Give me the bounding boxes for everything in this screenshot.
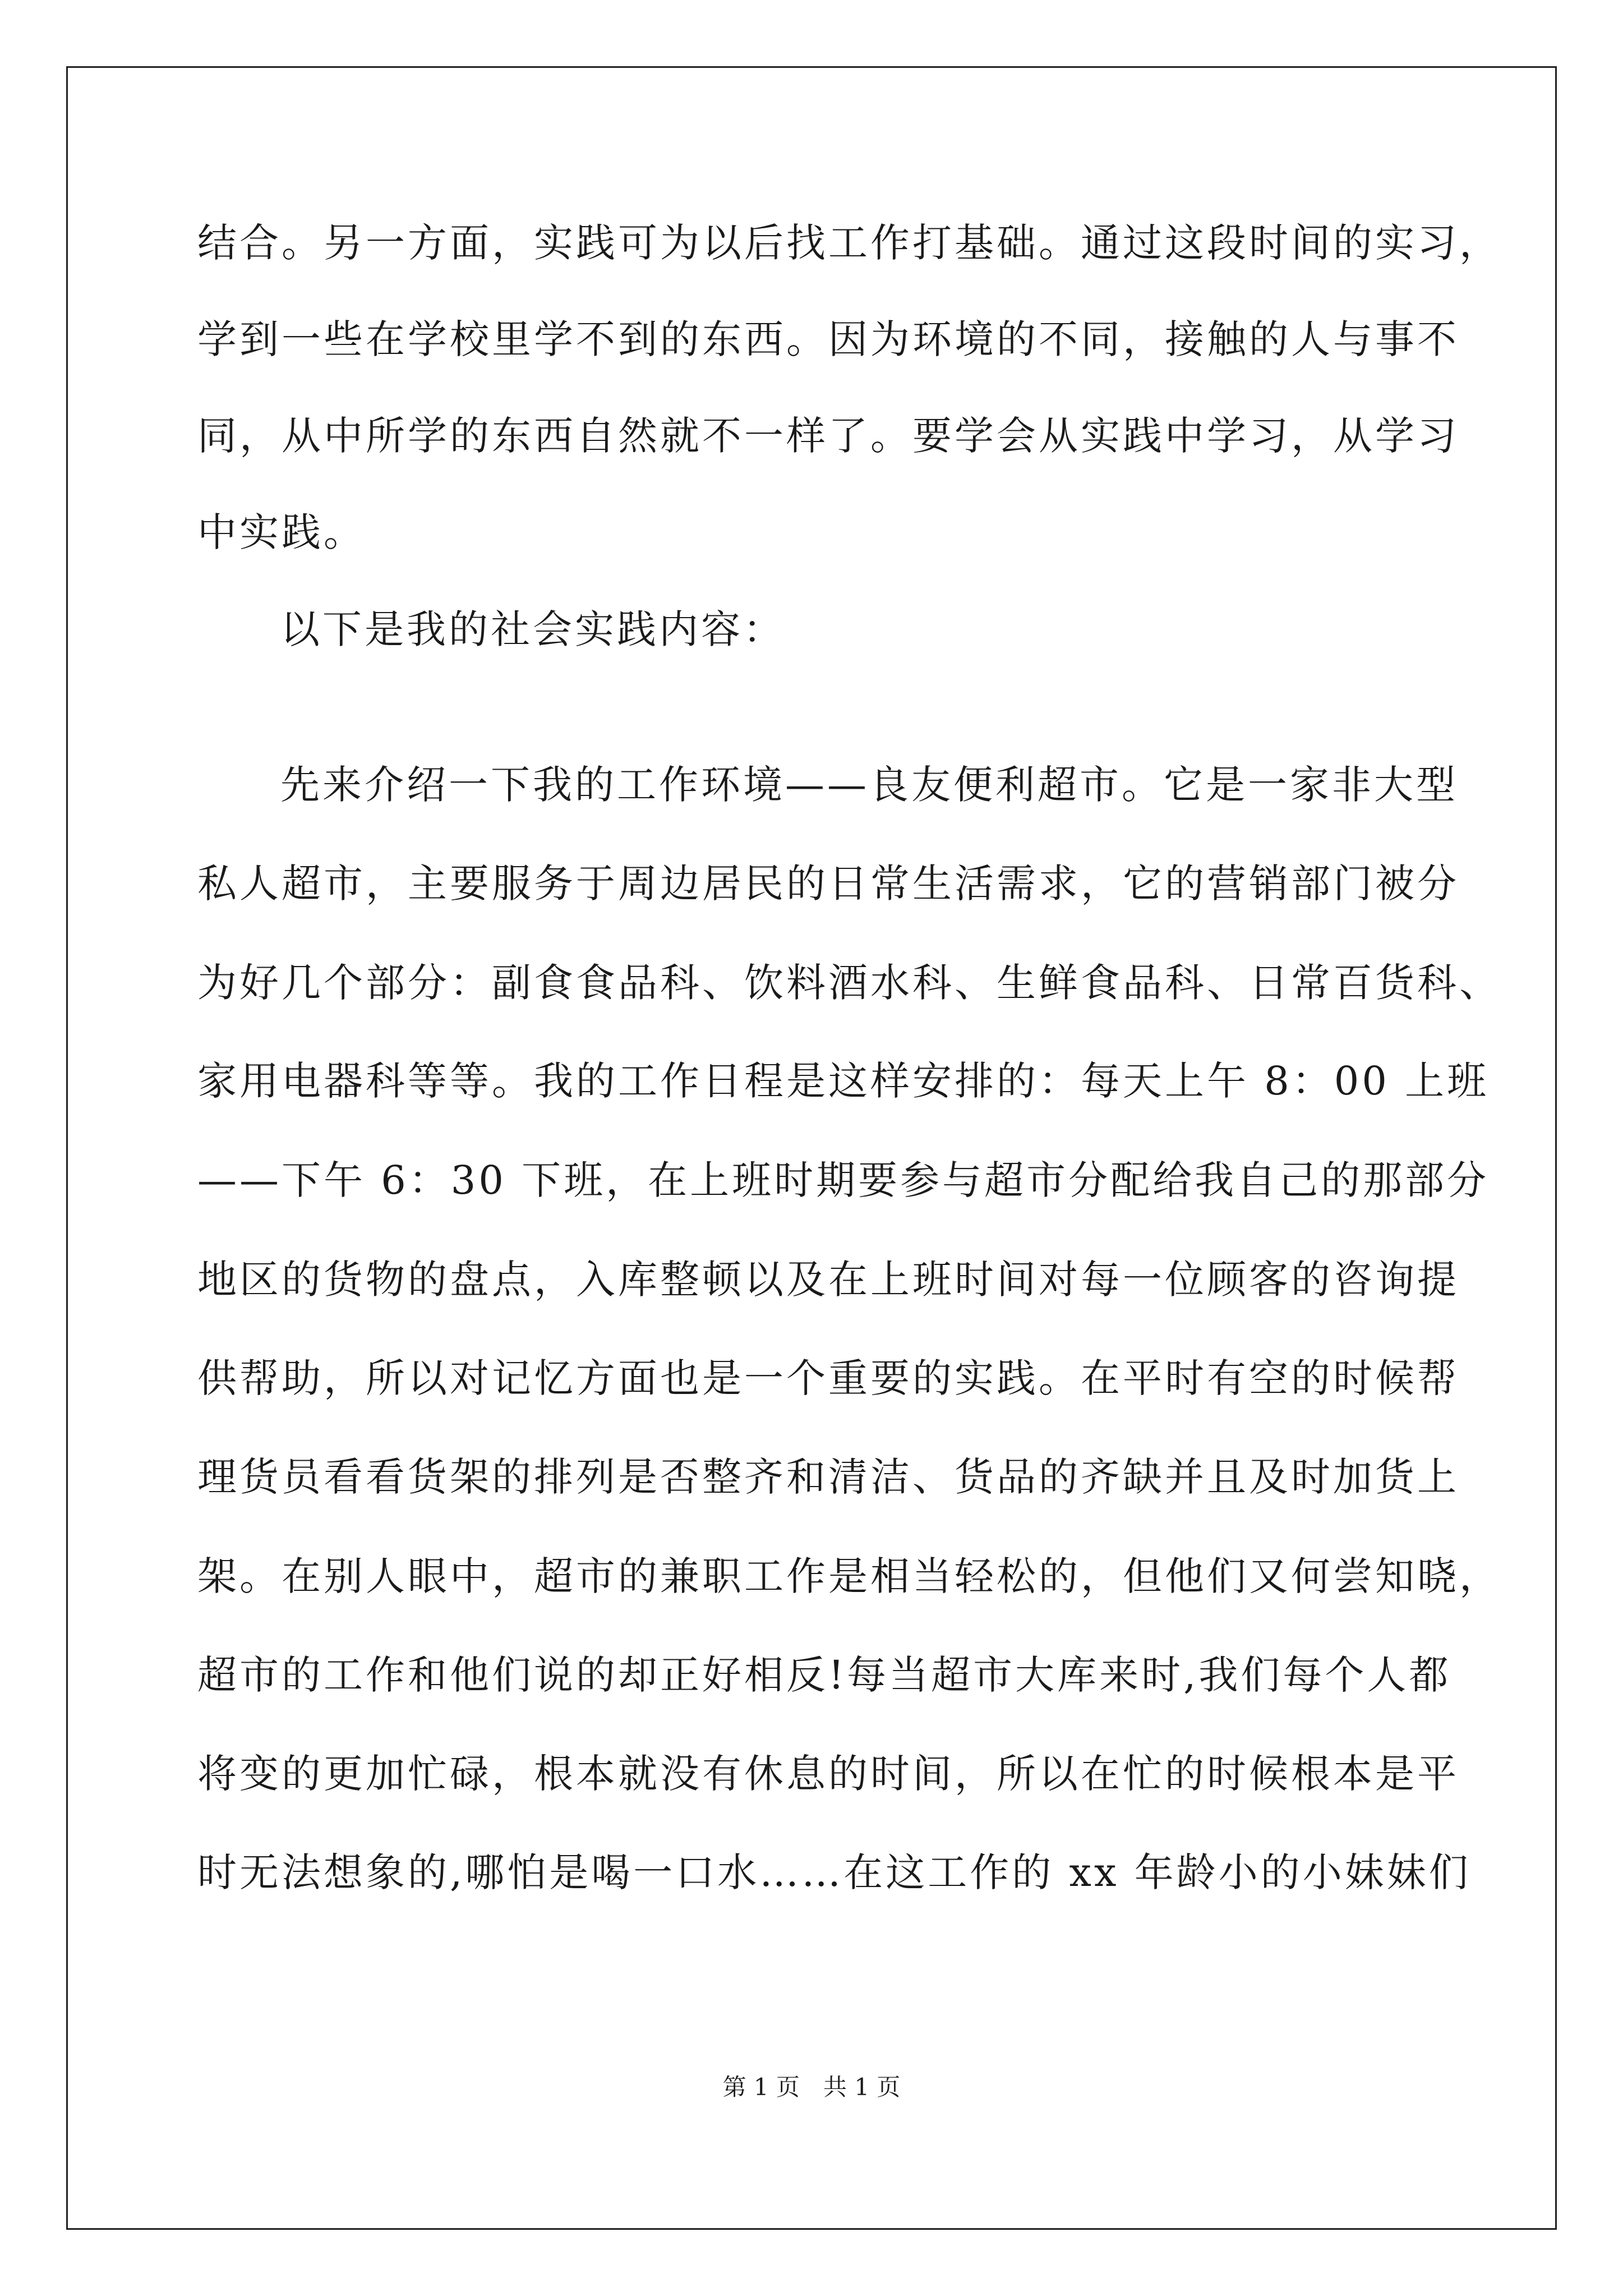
- text-line: 私人超市，主要服务于周边居民的日常生活需求，它的营销部门被分: [197, 861, 1459, 907]
- text-line: 同，从中所学的东西自然就不一样了。要学会从实践中学习，从学习: [197, 413, 1459, 459]
- text-line: 架。在别人眼中，超市的兼职工作是相当轻松的，但他们又何尝知晓，: [197, 1553, 1501, 1599]
- text-line: 结合。另一方面，实践可为以后找工作打基础。通过这段时间的实习，: [197, 220, 1501, 266]
- text-line: 先来介绍一下我的工作环境——良友便利超市。它是一家非大型: [280, 762, 1458, 808]
- text-line: 中实践。: [197, 509, 366, 555]
- text-line: 理货员看看货架的排列是否整齐和清洁、货品的齐缺并且及时加货上: [197, 1454, 1459, 1500]
- text-line: 供帮助，所以对记忆方面也是一个重要的实践。在平时有空的时候帮: [197, 1355, 1459, 1401]
- text-line: 超市的工作和他们说的却正好相反!每当超市大库来时,我们每个人都: [197, 1652, 1451, 1698]
- text-line: 将变的更加忙碌，根本就没有休息的时间，所以在忙的时候根本是平: [197, 1751, 1459, 1797]
- text-line: ——下午 6：30 下班，在上班时期要参与超市分配给我自己的那部分: [197, 1157, 1490, 1203]
- page-number-footer: 第 1 页 共 1 页: [722, 2073, 901, 2101]
- text-line: 学到一些在学校里学不到的东西。因为环境的不同，接触的人与事不: [197, 316, 1459, 362]
- text-line: 以下是我的社会实践内容：: [280, 606, 785, 652]
- text-line: 家用电器科等等。我的工作日程是这样安排的：每天上午 8：00 上班: [197, 1058, 1490, 1104]
- text-line: 为好几个部分：副食食品科、饮料酒水科、生鲜食品科、日常百货科、: [197, 960, 1501, 1006]
- page-border: [66, 66, 1557, 2230]
- text-line: 时无法想象的,哪怕是喝一口水……在这工作的 xx 年龄小的小妹妹们: [197, 1849, 1471, 1895]
- text-line: 地区的货物的盘点，入库整顿以及在上班时间对每一位顾客的咨询提: [197, 1257, 1459, 1303]
